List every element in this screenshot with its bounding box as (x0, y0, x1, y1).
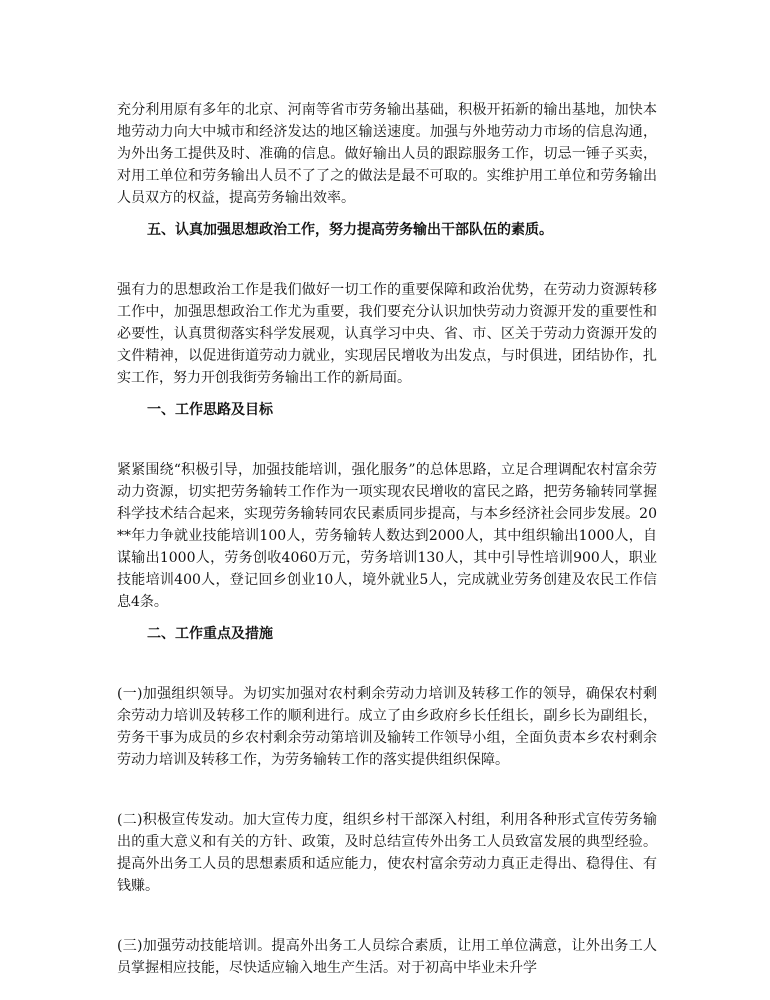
paragraph-intro: 充分利用原有多年的北京、河南等省市劳务输出基础，积极开拓新的输出基地，加快本地劳动力向大中城市和经济发达的地区输送速度。加强与外地劳动力市场的信息沟通，为外出务工提供及时、准确的信息。做好输出人员的跟踪服务工作，切忌一锤子买卖，对用工单位和劳务输出人员不了了之的做法是最不可取的。实维护用工单位和劳务输出人员双方的权益，提高劳务输出效率。 (117, 102, 657, 206)
document-body (117, 99, 657, 979)
paragraph-measure-3: (三)加强劳动技能培训。提高外出务工人员综合素质，让用工单位满意，让外出务工人员掌握相应技能，尽快适应输入地生产生活。对于初高中毕业未升学 (117, 938, 657, 976)
heading-section-one: 一、工作思路及目标 (147, 402, 273, 418)
paragraph-ideology: 强有力的思想政治工作是我们做好一切工作的重要保障和政治优势，在劳动力资源转移工作中，加强思想政治工作尤为重要，我们要充分认识加快劳动力资源开发的重要性和必要性，认真贯彻落实科学发展观，认真学习中央、省、市、区关于劳动力资源开发的文件精神，以促进街道劳动力就业，实现居民增收为出发点，与时俱进，团结协作，扎实工作，努力开创我街劳务输出工作的新局面。 (117, 282, 657, 386)
heading-section-two: 二、工作重点及措施 (147, 626, 273, 642)
paragraph-goals: 紧紧围绕“积极引导，加强技能培训，强化服务”的总体思路，立足合理调配农村富余劳动力资源，切实把劳务输转工作作为一项实现农民增收的富民之路，把劳务输转同掌握科学技术结合起来，实现劳务输转同农民素质同步提高，与本乡经济社会同步发展。20**年力争就业技能培训100人，劳务输转人数达到2000人，其中组织输出1000人，自谋输出1000人，劳务创收4060万元，劳务培训130人，其中引导性培训900人，职业技能培训400人，登记回乡创业10人，境外就业5人，完成就业劳务创建及农民工作信息4条。 (117, 462, 657, 610)
paragraph-measure-1: (一)加强组织领导。为切实加强对农村剩余劳动力培训及转移工作的领导，确保农村剩余劳动力培训及转移工作的顺利进行。成立了由乡政府乡长任组长，副乡长为副组长，劳务干事为成员的乡农村剩余劳动第培训及输转工作领导小组，全面负责本乡农村剩余劳动力培训及转移工作，为劳务输转工作的落实提供组织保障。 (117, 686, 657, 768)
paragraph-measure-2: (二)积极宣传发动。加大宣传力度，组织乡村干部深入村组，利用各种形式宣传劳务输出的重大意义和有关的方针、政策，及时总结宣传外出务工人员致富发展的典型经验。提高外出务工人员的思想素质和适应能力，使农村富余劳动力真正走得出、稳得住、有钱赚。 (117, 812, 657, 894)
heading-section-five: 五、认真加强思想政治工作，努力提高劳务输出干部队伍的素质。 (147, 222, 553, 238)
